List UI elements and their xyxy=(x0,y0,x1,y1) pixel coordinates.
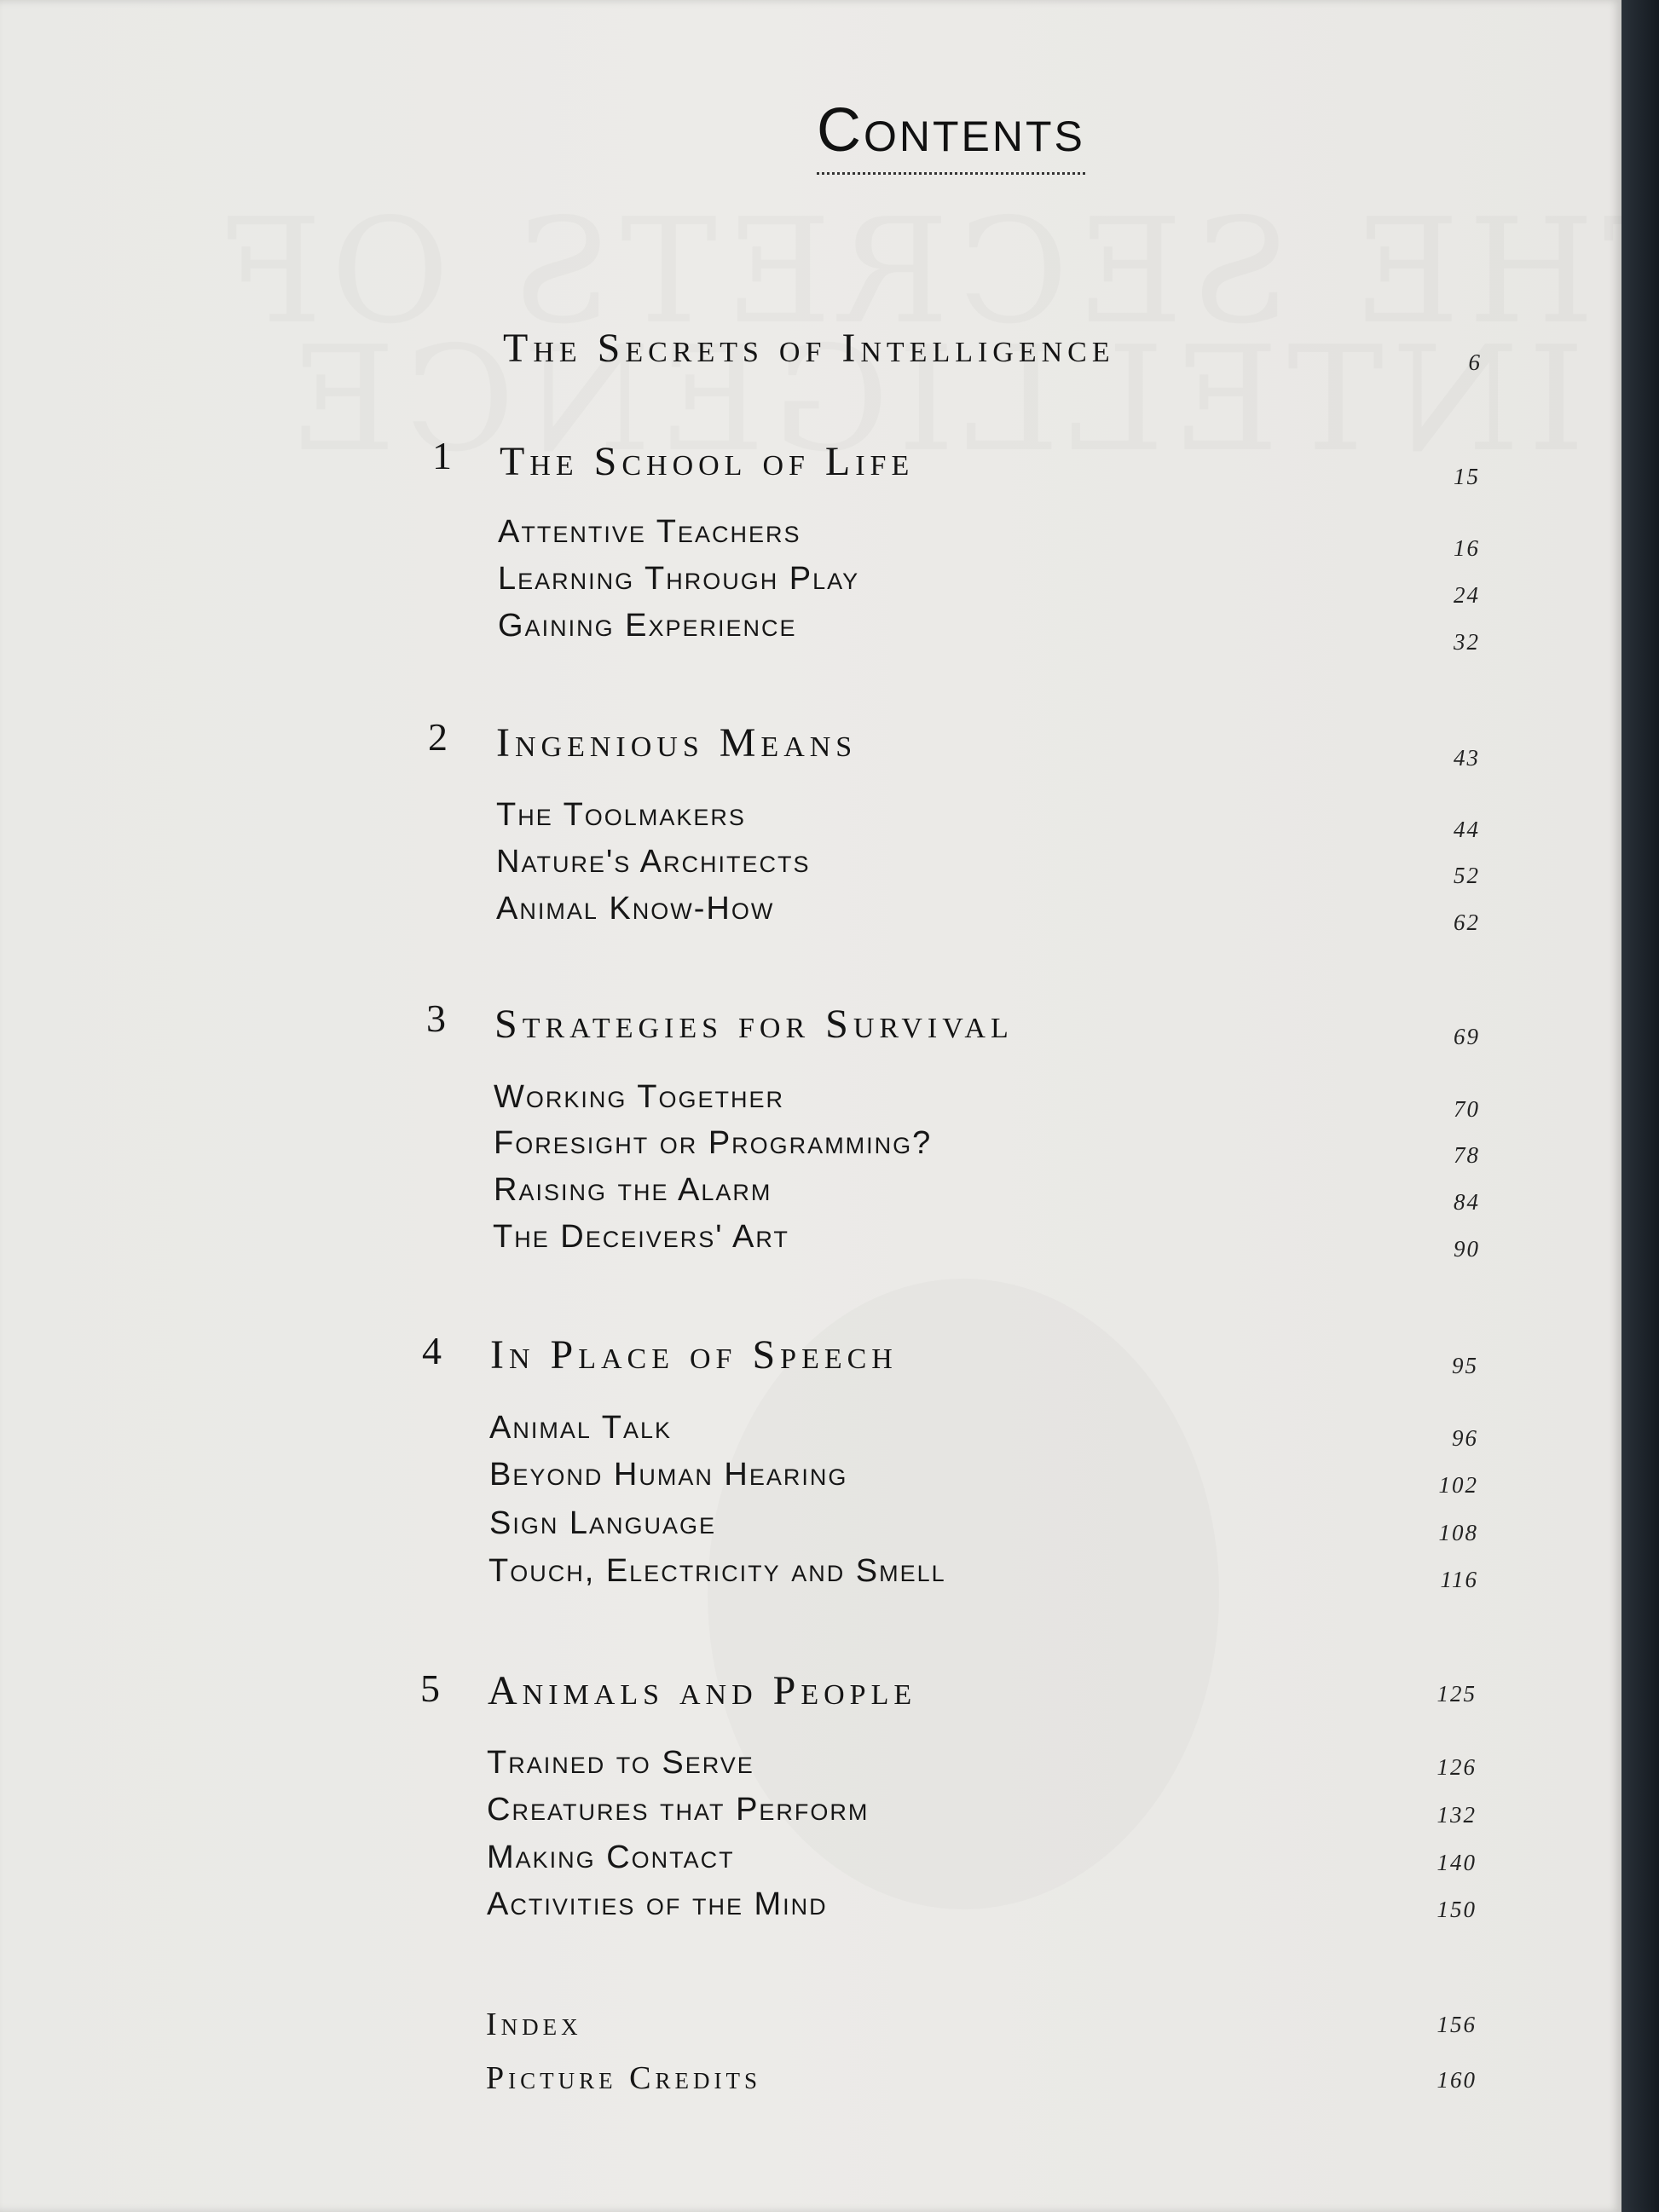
section-title: Raising the Alarm xyxy=(494,1172,772,1208)
section-page-number: 32 xyxy=(1454,629,1480,655)
section-page-number: 62 xyxy=(1454,910,1480,935)
section-page-number: 78 xyxy=(1454,1142,1480,1168)
chapter-page-number: 43 xyxy=(1454,745,1480,771)
section-title: Animal Know-How xyxy=(496,891,775,927)
chapter-page-number: 15 xyxy=(1454,464,1480,489)
section-page-number: 150 xyxy=(1436,1897,1477,1922)
section-title: Animal Talk xyxy=(489,1410,672,1446)
book-edge xyxy=(1621,0,1659,2212)
intro-page-number: 6 xyxy=(1468,349,1482,375)
back-matter-title: Picture Credits xyxy=(486,2060,761,2096)
section-title: Trained to Serve xyxy=(487,1745,754,1781)
chapter-number: 3 xyxy=(426,996,446,1040)
section-page-number: 126 xyxy=(1436,1754,1477,1780)
section-title: Beyond Human Hearing xyxy=(489,1457,848,1493)
section-page-number: 70 xyxy=(1454,1096,1480,1122)
section-title: Sign Language xyxy=(489,1505,717,1541)
chapter-page-number: 125 xyxy=(1436,1681,1477,1707)
chapter-title: The School of Life xyxy=(500,439,915,484)
section-page-number: 44 xyxy=(1454,817,1480,842)
contents-heading: Contents xyxy=(817,95,1085,175)
section-title: Foresight or Programming? xyxy=(494,1125,933,1161)
intro-title: The Secrets of Intelligence xyxy=(503,326,1115,371)
section-page-number: 90 xyxy=(1454,1236,1480,1262)
section-page-number: 116 xyxy=(1440,1567,1478,1592)
chapter-page-number: 95 xyxy=(1452,1353,1478,1378)
section-title: Nature's Architects xyxy=(496,844,811,880)
section-title: Working Together xyxy=(494,1079,784,1115)
section-page-number: 108 xyxy=(1438,1520,1478,1545)
section-title: Attentive Teachers xyxy=(498,514,801,550)
back-matter-page-number: 156 xyxy=(1436,2012,1477,2037)
chapter-number: 5 xyxy=(420,1666,440,1710)
section-page-number: 132 xyxy=(1436,1802,1477,1828)
section-page-number: 102 xyxy=(1438,1472,1478,1498)
chapter-title: Strategies for Survival xyxy=(494,1002,1014,1047)
chapter-number: 4 xyxy=(422,1329,442,1372)
chapter-number: 2 xyxy=(428,715,448,759)
chapter-title: Ingenious Means xyxy=(496,720,858,765)
back-matter-page-number: 160 xyxy=(1436,2067,1477,2093)
section-title: Activities of the Mind xyxy=(487,1886,828,1922)
chapter-page-number: 69 xyxy=(1454,1024,1480,1049)
chapter-number: 1 xyxy=(432,434,452,477)
chapter-title: Animals and People xyxy=(488,1668,917,1713)
section-title: Touch, Electricity and Smell xyxy=(488,1553,946,1589)
section-title: The Toolmakers xyxy=(496,797,746,833)
section-page-number: 16 xyxy=(1454,535,1480,561)
section-page-number: 140 xyxy=(1436,1850,1477,1875)
section-title: Creatures that Perform xyxy=(487,1792,870,1828)
section-page-number: 96 xyxy=(1452,1425,1478,1451)
chapter-title: In Place of Speech xyxy=(490,1332,898,1377)
section-page-number: 24 xyxy=(1454,582,1480,608)
section-title: The Deceivers' Art xyxy=(493,1219,789,1255)
section-title: Gaining Experience xyxy=(498,608,797,644)
section-title: Making Contact xyxy=(487,1839,735,1875)
section-title: Learning Through Play xyxy=(498,561,860,597)
section-page-number: 52 xyxy=(1454,863,1480,888)
section-page-number: 84 xyxy=(1454,1189,1480,1215)
back-matter-title: Index xyxy=(486,2007,582,2042)
